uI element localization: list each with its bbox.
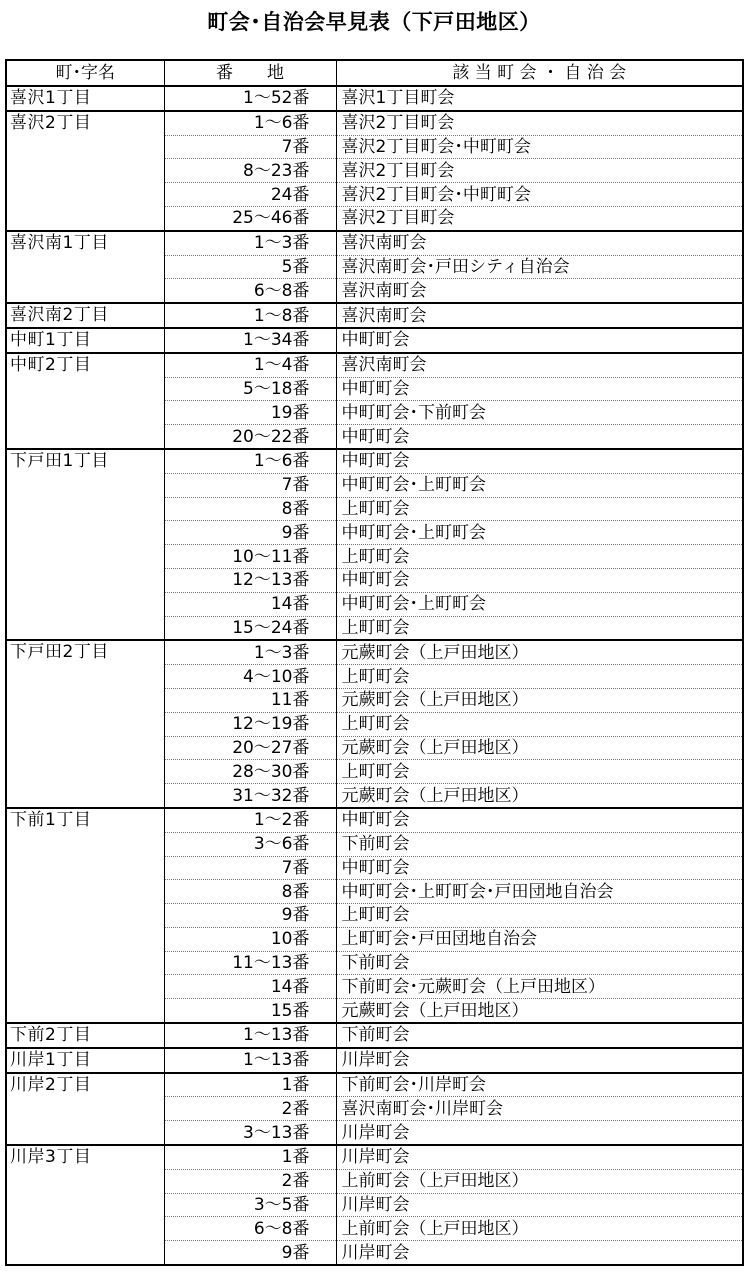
association-cell: 中町町会 [336, 856, 743, 880]
association-cell: 喜沢1丁目町会 [336, 86, 743, 111]
lot-number-cell: 8番 [164, 497, 336, 521]
association-cell: 喜沢2丁目町会 [336, 111, 743, 135]
association-cell: 上町町会 [336, 497, 743, 521]
lot-number-cell: 14番 [164, 975, 336, 999]
table-header-row [6, 60, 743, 86]
lot-number-cell: 10番 [164, 927, 336, 951]
association-cell: 中町町会 [336, 377, 743, 401]
table-row [6, 1145, 743, 1169]
lot-number-cell: 1～3番 [164, 231, 336, 255]
lot-number-cell: 4～10番 [164, 665, 336, 689]
association-cell: 元蕨町会（上戸田地区） [336, 640, 743, 664]
association-cell: 川岸町会 [336, 1121, 743, 1145]
lot-number-cell: 2番 [164, 1169, 336, 1193]
table-row [6, 86, 743, 111]
lot-number-cell: 11～13番 [164, 951, 336, 975]
lot-number-cell: 8～23番 [164, 159, 336, 183]
association-cell: 喜沢南町会･戸田シティ自治会 [336, 255, 743, 279]
lot-number-cell: 6～8番 [164, 279, 336, 303]
town-name-cell: 喜沢南1丁目 [6, 231, 164, 303]
town-name-cell: 下前1丁目 [6, 808, 164, 1023]
table-row [6, 1073, 743, 1097]
lot-number-cell: 20～22番 [164, 425, 336, 449]
town-name-cell: 川岸3丁目 [6, 1145, 164, 1265]
association-cell: 中町町会 [336, 808, 743, 832]
lot-number-cell: 3～5番 [164, 1193, 336, 1217]
town-name-cell: 下戸田2丁目 [6, 640, 164, 808]
town-name-cell: 下戸田1丁目 [6, 449, 164, 640]
lot-number-cell: 20～27番 [164, 736, 336, 760]
association-cell: 喜沢南町会･川岸町会 [336, 1097, 743, 1121]
lot-number-cell: 24番 [164, 183, 336, 207]
lot-number-cell: 1～6番 [164, 449, 336, 473]
lot-number-cell: 3～13番 [164, 1121, 336, 1145]
header-association: 該 当 町 会 ・ 自 治 会 [336, 60, 743, 86]
table-row [6, 449, 743, 473]
lot-number-cell: 1～52番 [164, 86, 336, 111]
town-name-cell: 喜沢2丁目 [6, 111, 164, 231]
lot-number-cell: 1～2番 [164, 808, 336, 832]
association-cell: 喜沢南町会 [336, 231, 743, 255]
lot-number-cell: 11番 [164, 688, 336, 712]
association-cell: 喜沢2丁目町会･中町町会 [336, 183, 743, 207]
lot-number-cell: 1～34番 [164, 328, 336, 353]
town-name-cell: 喜沢1丁目 [6, 86, 164, 111]
header-lot: 番 地 [164, 60, 336, 86]
lot-number-cell: 7番 [164, 473, 336, 497]
association-cell: 喜沢2丁目町会 [336, 206, 743, 230]
table-row [6, 328, 743, 353]
lot-number-cell: 1～4番 [164, 353, 336, 377]
lot-number-cell: 5～18番 [164, 377, 336, 401]
association-cell: 中町町会 [336, 328, 743, 353]
table-row [6, 231, 743, 255]
association-cell: 上前町会（上戸田地区） [336, 1217, 743, 1241]
lot-number-cell: 3～6番 [164, 832, 336, 856]
town-name-cell: 下前2丁目 [6, 1023, 164, 1048]
lot-number-cell: 1番 [164, 1073, 336, 1097]
association-cell: 川岸町会 [336, 1048, 743, 1073]
lot-number-cell: 12～19番 [164, 712, 336, 736]
association-cell: 元蕨町会（上戸田地区） [336, 688, 743, 712]
table-row [6, 353, 743, 377]
association-cell: 下前町会･川岸町会 [336, 1073, 743, 1097]
lot-number-cell: 12～13番 [164, 568, 336, 592]
association-cell: 上町町会･戸田団地自治会 [336, 927, 743, 951]
town-name-cell: 喜沢南2丁目 [6, 303, 164, 328]
association-cell: 喜沢南町会 [336, 279, 743, 303]
association-cell: 上町町会 [336, 545, 743, 569]
lot-number-cell: 8番 [164, 880, 336, 904]
association-cell: 喜沢南町会 [336, 353, 743, 377]
lot-number-cell: 9番 [164, 904, 336, 928]
association-cell: 喜沢南町会 [336, 303, 743, 328]
table-row [6, 640, 743, 664]
association-cell: 中町町会･上町町会 [336, 521, 743, 545]
association-cell: 中町町会･上町町会･戸田団地自治会 [336, 880, 743, 904]
lot-number-cell: 1～6番 [164, 111, 336, 135]
lot-number-cell: 9番 [164, 521, 336, 545]
lot-number-cell: 1～8番 [164, 303, 336, 328]
association-cell: 喜沢2丁目町会･中町町会 [336, 135, 743, 159]
table-row [6, 303, 743, 328]
association-cell: 川岸町会 [336, 1241, 743, 1265]
lot-number-cell: 14番 [164, 592, 336, 616]
table-row [6, 1048, 743, 1073]
lot-number-cell: 15番 [164, 999, 336, 1023]
table-row [6, 808, 743, 832]
association-cell: 下前町会･元蕨町会（上戸田地区） [336, 975, 743, 999]
association-cell: 中町町会･下前町会 [336, 401, 743, 425]
association-cell: 下前町会 [336, 951, 743, 975]
lot-number-cell: 28～30番 [164, 760, 336, 784]
lot-number-cell: 7番 [164, 856, 336, 880]
association-cell: 元蕨町会（上戸田地区） [336, 784, 743, 808]
lot-number-cell: 19番 [164, 401, 336, 425]
lot-number-cell: 7番 [164, 135, 336, 159]
lot-number-cell: 5番 [164, 255, 336, 279]
association-cell: 下前町会 [336, 832, 743, 856]
lot-number-cell: 1～13番 [164, 1048, 336, 1073]
association-cell: 上町町会 [336, 760, 743, 784]
lot-number-cell: 6～8番 [164, 1217, 336, 1241]
association-cell: 元蕨町会（上戸田地区） [336, 736, 743, 760]
association-cell: 中町町会 [336, 425, 743, 449]
association-cell: 川岸町会 [336, 1145, 743, 1169]
town-name-cell: 中町1丁目 [6, 328, 164, 353]
lot-number-cell: 9番 [164, 1241, 336, 1265]
town-name-cell: 中町2丁目 [6, 353, 164, 449]
page-title: 町会･自治会早見表（下戸田地区） [207, 10, 541, 34]
lot-number-cell: 25～46番 [164, 206, 336, 230]
lot-number-cell: 1～13番 [164, 1023, 336, 1048]
table-body [6, 86, 743, 1265]
lot-number-cell: 1番 [164, 1145, 336, 1169]
association-cell: 中町町会 [336, 449, 743, 473]
association-cell: 上前町会（上戸田地区） [336, 1169, 743, 1193]
association-cell: 川岸町会 [336, 1193, 743, 1217]
association-cell: 上町町会 [336, 616, 743, 640]
association-lookup-table [5, 59, 744, 1266]
lot-number-cell: 10～11番 [164, 545, 336, 569]
lot-number-cell: 31～32番 [164, 784, 336, 808]
header-town: 町･字名 [6, 60, 164, 86]
association-cell: 中町町会 [336, 568, 743, 592]
lot-number-cell: 15～24番 [164, 616, 336, 640]
table-row [6, 1023, 743, 1048]
association-cell: 喜沢2丁目町会 [336, 159, 743, 183]
association-cell: 元蕨町会（上戸田地区） [336, 999, 743, 1023]
association-cell: 上町町会 [336, 712, 743, 736]
lot-number-cell: 2番 [164, 1097, 336, 1121]
association-cell: 中町町会･上町町会 [336, 592, 743, 616]
table-row [6, 111, 743, 135]
town-name-cell: 川岸1丁目 [6, 1048, 164, 1073]
association-cell: 上町町会 [336, 665, 743, 689]
association-cell: 下前町会 [336, 1023, 743, 1048]
association-cell: 中町町会･上町町会 [336, 473, 743, 497]
association-cell: 上町町会 [336, 904, 743, 928]
town-name-cell: 川岸2丁目 [6, 1073, 164, 1145]
lot-number-cell: 1～3番 [164, 640, 336, 664]
